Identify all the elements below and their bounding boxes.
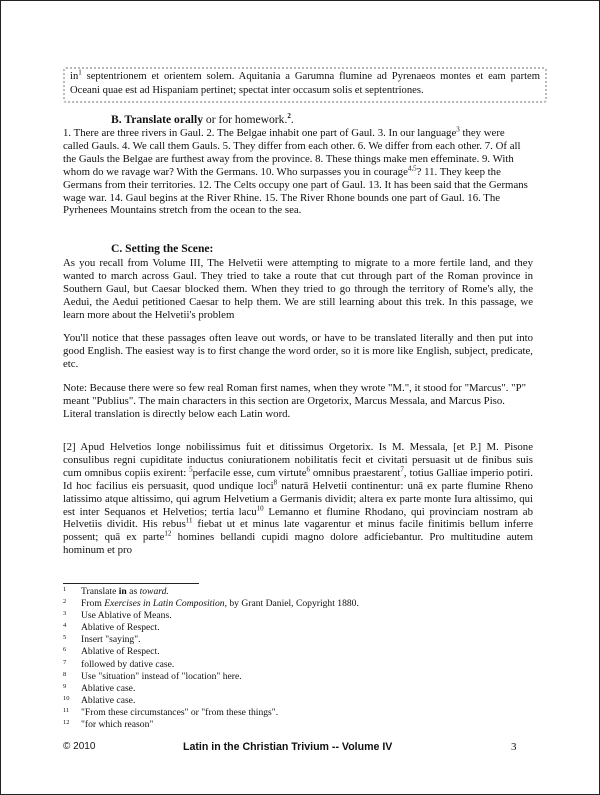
footnote-item [63, 622, 533, 634]
footnote-item [63, 671, 533, 683]
section-c-note: Note: Because there were so few real Roman first names, when they wrote "M.", it stood for "Marcus". "P" meant "Publius". The main characters in this section are Orgetorix, Marcus Messala, and Marcus Piso. Literal translation is directly below each Latin word. [63, 382, 526, 420]
footnote-divider [63, 583, 199, 584]
footnote-number: 8 [63, 670, 67, 678]
footnote-number: 6 [63, 646, 67, 654]
footnote-ref: 1 [78, 68, 82, 77]
footnote-text: Use "situation" instead of "location" here. [81, 670, 242, 682]
footnote-item [63, 634, 533, 646]
box-lead-word: in [70, 71, 79, 82]
footnote-item [63, 695, 533, 707]
footnote-text: Ablative case. [81, 682, 136, 694]
footnote-text: Ablative of Respect. [81, 622, 160, 634]
footnote-number: 7 [63, 658, 67, 666]
footnote-text: Ablative of Respect. [81, 646, 160, 658]
continued-latin-box [63, 67, 547, 103]
footnote-ref: 6 [306, 465, 311, 474]
footnote-bold: in [118, 586, 127, 597]
footnote-text: Use Ablative of Means. [81, 610, 172, 622]
page-number: 3 [511, 741, 517, 753]
footnote-number: 5 [63, 634, 67, 642]
section-c-heading: C. Setting the Scene: [111, 242, 214, 255]
footnote-text: by Grant Daniel, Copyright 1880. [226, 598, 359, 610]
footnote-ref: 11 [185, 516, 193, 525]
footnote-ref: 5 [189, 465, 193, 474]
box-latin-text: septentrionem et orientem solem. Aquitania a Garumna flumine ad Pyrenaeos montes et eam partem Oceani quae est ad Hispaniam pertinet; spectat inter occasum solis et septentriones. [70, 71, 540, 96]
book-title: Latin in the Christian Trivium -- Volume IV [183, 741, 393, 753]
footnote-number: 9 [63, 682, 67, 690]
footnote-italic: Exercises in Latin Composition, [104, 598, 227, 610]
footnote-item [63, 719, 533, 731]
footnote-number: 3 [63, 610, 67, 618]
footnote-item [63, 646, 533, 658]
footnote-item [63, 598, 533, 610]
footnote-text: "for which reason" [81, 719, 154, 731]
footnote-ref: 7 [400, 465, 404, 474]
footnote-list [63, 586, 533, 731]
footnote-number: 10 [63, 694, 70, 702]
section-b-sentences: 1. There are three rivers in Gaul. 2. The Belgae inhabit one part of Gaul. 3. In our language$^3$ they were called Gauls. 4. We call them Gauls. 5. They differ from each other. 6. We differ from each other. 7. Of all the Gauls the Belgae are furthest away from the province. 8. These things make men effeminate. 9. With whom do we ravage war? With the Germans. 10. Who surpasses you in courage$^{4,5}$? 11. They keep the Germans from their territories. 12. The Celts occupy one part of Gaul. 13. It has been said that the Germans wage war. 14. Gaul begins at the River Rhine. 15. The River Rhone bounds one part of Gaul. 16. The Pyrhenees Mountains stretch from the ocean to the sea. [63, 125, 528, 217]
footnote-item [63, 707, 533, 719]
latin-passage: [2] Apud Helvetios longe nobilissimus fuit et ditissimus Orgetorix. Is M. Messala, [et P.] M. Pisone consulibus regni cupiditate inductus coniurationem nobilitatis fecit et civitati persuasit ut de finibus suis cum omnibus copiis exirent: $^5$perfacile esse, cum virtute$^6$ omnibus praestarent$^7$, totius Galliae imperio potiri. Id hoc facilius eis persuasit, quod undique loci$^8$ naturā Helvetii continentur: unā ex parte flumine Rheno latissimo atque altissimo, qui agrum Helvetium a Germanis dividit; altera ex parte monte Iura altissimo, qui est inter Sequanos et Helvetios; tertia lacu$^{10}$ Lemanno et flumine Rhodano, qui provinciam nostram ab Helvetiis dividit. His rebus$^{11}$ fiebat ut et minus late vagarentur et minus facile finitimis bellum inferre possent; quā ex parte$^{12}$ homines bellandi cupidi magno dolore adficiebantur. Pro multitudine autem hominum et pro [63, 441, 534, 557]
footnote-text: as [126, 586, 140, 597]
footnote-number: 11 [63, 706, 70, 714]
copyright-text: © 2010 [63, 741, 96, 752]
footnote-ref: 3 [456, 125, 460, 134]
section-b-heading: B. Translate orally or for homework.$^2$. [111, 112, 294, 126]
section-c-paragraph-2: You'll notice that these passages often leave out words, or have to be translated literally and then put into good English. The easiest way is to first change the word order, so it is more like English, subject, predicate, etc. [63, 332, 533, 370]
footnote-number: 2 [63, 598, 67, 606]
footnote-text: Ablative case. [81, 694, 136, 706]
section-c-paragraph-1: As you recall from Volume III, The Helvetii were attempting to migrate to a more fertile land, and they wanted to march across Gaul. They tried to take a route that cut through part of the Roman province in Southern Gaul, but Caesar blocked them. When they tried to go through the territory of Rome's ally, the Aedui, the Aedui petitioned Caesar to help them. We are still learning about this trek. In this passage, we learn more about the Helvetii's problem [63, 257, 533, 321]
footnote-number: 1 [63, 586, 67, 593]
footnote-ref: 4,5 [407, 164, 417, 173]
footnote-text: followed by dative case. [81, 658, 175, 670]
footnote-item [63, 659, 533, 671]
footnote-number: 4 [63, 622, 67, 630]
footnote-text: From [81, 598, 105, 610]
footnote-ref: 12 [164, 529, 172, 538]
footnote-item [63, 586, 533, 598]
footnote-ref: 10 [256, 503, 264, 512]
footnote-text: Insert "saying". [81, 634, 141, 646]
footnote-text: "From these circumstances" or "from these things". [81, 706, 279, 718]
footnote-italic: toward. [139, 586, 169, 597]
footnote-ref: 8 [273, 478, 278, 487]
footnote-text: Translate [81, 586, 119, 597]
footnote-number: 12 [63, 719, 70, 727]
footnote-item [63, 683, 533, 695]
footnote-item [63, 610, 533, 622]
